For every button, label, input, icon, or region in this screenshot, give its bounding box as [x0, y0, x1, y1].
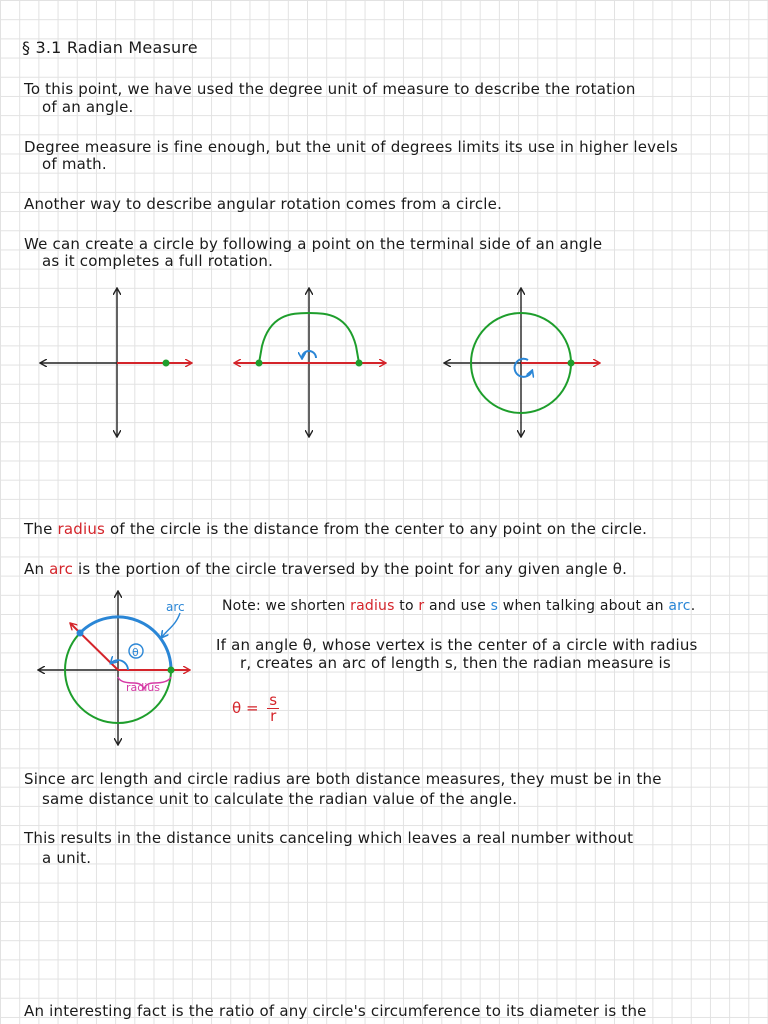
note-end: .: [690, 598, 696, 614]
intro-paragraph-2-line-2: of math.: [42, 155, 107, 173]
radius-definition-pre: The: [24, 520, 58, 538]
note-mid-3: when talking about an: [498, 598, 669, 614]
arc-definition: [24, 560, 627, 578]
formula-fraction: [267, 693, 279, 724]
terminal-point: [568, 360, 575, 367]
rule-line-1: If an angle θ, whose vertex is the center of a circle with radius: [216, 636, 698, 654]
end-point: [256, 360, 263, 367]
note-arc-term: arc: [668, 598, 691, 614]
theta-label: θ: [132, 646, 139, 659]
terminal-point: [163, 360, 170, 367]
radius-term: radius: [57, 520, 106, 538]
terminal-side: [70, 623, 118, 670]
formula-lhs: θ =: [232, 699, 259, 717]
arc-definition-post: is the portion of the circle traversed by the point for any given angle θ.: [73, 560, 628, 578]
note-mid-1: to: [394, 598, 419, 614]
start-point: [168, 667, 175, 674]
radius-label: radius: [126, 681, 161, 694]
arc-radius-diagram: [30, 585, 240, 755]
arc-definition-pre: An: [24, 560, 50, 578]
closing-paragraph-1-line-2: same distance unit to calculate the radian value of the angle.: [42, 790, 518, 808]
rotation-diagrams: [0, 280, 768, 450]
arc-segment: [80, 617, 171, 670]
intro-paragraph-1-line-1: To this point, we have used the degree unit of measure to describe the rotation: [24, 80, 636, 98]
rotation-diagram-start: [40, 288, 192, 437]
closing-paragraph-1-line-1: Since arc length and circle radius are both distance measures, they must be in the: [24, 770, 662, 788]
note-r-symbol: r: [418, 598, 425, 614]
terminal-point: [77, 630, 84, 637]
intro-paragraph-4-line-1: We can create a circle by following a point on the terminal side of an angle: [24, 235, 603, 253]
radius-definition-post: of the circle is the distance from the center to any point on the circle.: [105, 520, 648, 538]
rule-line-2: r, creates an arc of length s, then the radian measure is: [240, 654, 671, 672]
note-s-symbol: s: [490, 598, 499, 614]
note-radius-term: radius: [350, 598, 395, 614]
arc-label: arc: [166, 600, 185, 614]
closing-paragraph-3-line-1: An interesting fact is the ratio of any circle's circumference to its diameter is the: [24, 1002, 647, 1020]
intro-paragraph-4-line-2: as it completes a full rotation.: [42, 252, 274, 270]
start-point: [356, 360, 363, 367]
formula-denominator: r: [270, 707, 277, 725]
arc-label-pointer: [162, 613, 180, 637]
note-line: [222, 598, 695, 614]
intro-paragraph-2-line-1: Degree measure is fine enough, but the unit of degrees limits its use in higher levels: [24, 138, 679, 156]
closing-paragraph-2-line-1: This results in the distance units canceling which leaves a real number without: [24, 829, 634, 847]
note-pre: Note: we shorten: [222, 598, 351, 614]
formula-numerator: s: [269, 691, 278, 709]
radius-definition: [24, 520, 647, 538]
rotation-diagram-half: [234, 288, 386, 437]
intro-paragraph-1-line-2: of an angle.: [42, 98, 134, 116]
note-mid-2: and use: [424, 598, 491, 614]
section-title: § 3.1 Radian Measure: [22, 38, 198, 57]
arc-term: arc: [49, 560, 74, 578]
intro-paragraph-3: Another way to describe angular rotation comes from a circle.: [24, 195, 503, 213]
closing-paragraph-2-line-2: a unit.: [42, 849, 92, 867]
radian-formula: [232, 693, 279, 724]
rotation-arrow-icon: [515, 359, 532, 377]
rotation-diagram-full: [444, 288, 600, 437]
